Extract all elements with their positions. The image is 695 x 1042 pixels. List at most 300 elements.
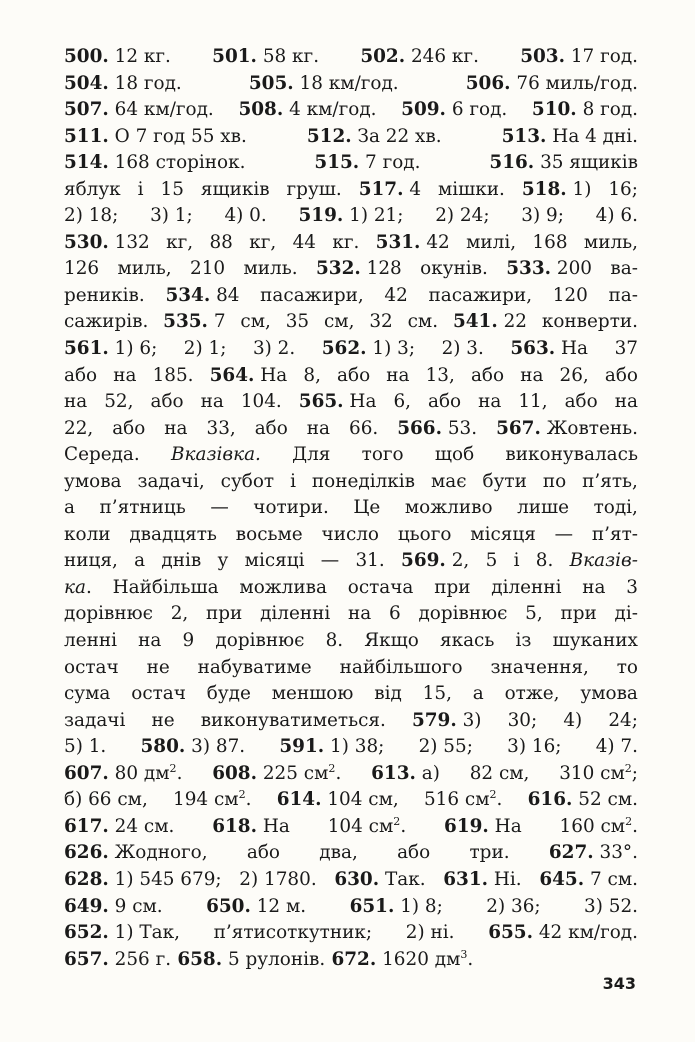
answer-text: отже, bbox=[504, 683, 560, 705]
answer-text: і bbox=[513, 550, 520, 572]
word-group bbox=[470, 761, 530, 788]
answer-text: 4 bbox=[403, 178, 422, 200]
answer-text: 7 год. bbox=[359, 152, 421, 174]
answer-text: місяці bbox=[244, 550, 305, 572]
answer-text: На bbox=[488, 815, 522, 837]
answer-text: на bbox=[478, 391, 502, 413]
exponent: 2 bbox=[393, 815, 401, 829]
hint-label: ка bbox=[64, 576, 86, 598]
answer-text: 76 миль/год. bbox=[510, 72, 638, 94]
problem-number: 535. bbox=[163, 311, 208, 333]
answer-text: задачі bbox=[64, 709, 126, 731]
answers-text-block bbox=[64, 44, 638, 973]
word-group bbox=[161, 548, 201, 575]
word-group bbox=[525, 601, 543, 628]
answer-line bbox=[64, 867, 638, 894]
answer-text: а) bbox=[415, 762, 440, 784]
answer-text: — bbox=[554, 523, 574, 545]
problem-number: 511. bbox=[64, 125, 109, 147]
problem-number: 509. bbox=[401, 99, 446, 121]
word-group bbox=[424, 787, 502, 816]
answer-text: 168 bbox=[532, 231, 568, 253]
answer-text: 132 bbox=[108, 231, 150, 253]
exponent: 2 bbox=[489, 788, 497, 802]
answer-line bbox=[64, 203, 638, 230]
answer-text: 42 км/год. bbox=[533, 922, 638, 944]
answer-text: 84 bbox=[210, 284, 240, 306]
word-group bbox=[521, 203, 564, 230]
answer-line bbox=[64, 548, 638, 575]
hint-label: Вказівка. bbox=[171, 444, 261, 466]
word-group bbox=[553, 283, 588, 310]
word-group bbox=[483, 469, 527, 496]
answer-text: 3) 16; bbox=[507, 736, 562, 758]
word-group bbox=[337, 363, 370, 390]
word-group bbox=[426, 363, 455, 390]
word-group bbox=[64, 150, 245, 177]
word-group bbox=[609, 283, 638, 310]
word-group bbox=[517, 495, 569, 522]
answer-text: 5 bbox=[485, 550, 498, 572]
word-group bbox=[440, 628, 494, 655]
word-group bbox=[64, 522, 111, 549]
answer-text: остач bbox=[131, 683, 186, 705]
answer-text: 33°. bbox=[593, 842, 638, 864]
word-group bbox=[201, 708, 386, 735]
word-group bbox=[316, 256, 402, 283]
word-group bbox=[444, 814, 522, 841]
word-group bbox=[64, 894, 163, 921]
word-group bbox=[553, 628, 638, 655]
word-group bbox=[397, 416, 477, 443]
word-group bbox=[64, 787, 148, 814]
answer-text: яблук bbox=[64, 178, 121, 200]
word-group bbox=[312, 469, 415, 496]
answer-text: 126 bbox=[64, 258, 100, 280]
word-group bbox=[236, 522, 303, 549]
answer-text: . bbox=[632, 815, 638, 837]
word-group bbox=[514, 548, 520, 575]
answer-text: 11, bbox=[518, 391, 548, 413]
answer-text: на bbox=[113, 364, 137, 386]
answer-text: На bbox=[254, 364, 288, 386]
answer-text: ва- bbox=[610, 258, 638, 280]
answer-text: 35 bbox=[285, 311, 310, 333]
answer-text: діленні bbox=[260, 603, 331, 625]
word-group bbox=[239, 575, 327, 602]
word-group bbox=[502, 124, 638, 151]
answer-text: миль, bbox=[117, 258, 172, 280]
answer-text: 194 см bbox=[173, 789, 239, 811]
answer-text: або bbox=[427, 391, 462, 413]
word-group bbox=[113, 575, 219, 602]
answer-text: 2) 1780. bbox=[239, 868, 317, 890]
problem-number: 517. bbox=[358, 178, 404, 200]
word-group bbox=[64, 309, 148, 336]
word-group bbox=[615, 601, 638, 628]
answer-text: 2) 55; bbox=[418, 736, 473, 758]
word-group bbox=[360, 44, 479, 71]
answer-text: 2, bbox=[170, 603, 189, 625]
answer-text: Середа. bbox=[64, 444, 140, 466]
answer-text: 9 bbox=[182, 630, 195, 652]
answer-text: 12 м. bbox=[250, 895, 307, 917]
answer-text: 256 г. bbox=[108, 948, 172, 970]
answer-text: За 22 хв. bbox=[351, 125, 442, 147]
word-group bbox=[64, 469, 122, 496]
problem-number: 504. bbox=[64, 72, 109, 94]
word-group bbox=[64, 761, 182, 790]
problem-number: 567. bbox=[496, 417, 541, 439]
word-group bbox=[165, 283, 239, 310]
answer-text: Жодного, bbox=[108, 842, 208, 864]
answer-text: На 4 дні. bbox=[546, 125, 638, 147]
answer-text: 7 bbox=[207, 311, 226, 333]
answer-text: б) 66 см, bbox=[64, 789, 148, 811]
word-group bbox=[206, 894, 306, 921]
answer-text: 104. bbox=[240, 391, 282, 413]
problem-number: 607. bbox=[64, 762, 109, 784]
answer-text: 24; bbox=[608, 709, 638, 731]
word-group bbox=[215, 628, 304, 655]
problem-number: 506. bbox=[465, 72, 511, 94]
answer-text: чотири. bbox=[253, 497, 329, 519]
answer-text: 88 bbox=[209, 231, 233, 253]
answer-line bbox=[64, 283, 638, 310]
word-group bbox=[563, 708, 582, 735]
answer-text: сажирів. bbox=[64, 311, 149, 333]
word-group bbox=[350, 894, 443, 921]
word-group bbox=[582, 575, 605, 602]
answer-text: лише bbox=[517, 497, 570, 519]
word-group bbox=[64, 548, 118, 575]
problem-number: 508. bbox=[238, 99, 284, 121]
answer-text: 3 bbox=[626, 576, 638, 598]
answer-text: 32 bbox=[369, 311, 393, 333]
problem-number: 533. bbox=[506, 258, 552, 280]
word-group bbox=[151, 708, 174, 735]
word-group bbox=[393, 389, 411, 416]
answer-text: груш. bbox=[286, 178, 342, 200]
word-group bbox=[401, 548, 469, 575]
answer-text: 15, bbox=[422, 683, 452, 705]
answer-text: значення, bbox=[490, 656, 589, 678]
word-group bbox=[64, 256, 99, 283]
problem-number: 651. bbox=[349, 895, 395, 917]
word-group bbox=[134, 548, 145, 575]
answer-text: умова bbox=[64, 470, 122, 492]
answer-text: 22 bbox=[497, 311, 527, 333]
word-group bbox=[131, 681, 186, 708]
word-group bbox=[348, 575, 414, 602]
answer-text: 1) 545 679; bbox=[108, 868, 222, 890]
word-group bbox=[224, 203, 266, 230]
answer-text: а bbox=[134, 550, 146, 572]
answer-text: 15 bbox=[160, 178, 184, 200]
word-group bbox=[431, 469, 467, 496]
answer-text: 2) 24; bbox=[435, 205, 490, 227]
problem-number: 657. bbox=[64, 948, 109, 970]
problem-number: 501. bbox=[212, 46, 257, 67]
word-group bbox=[596, 203, 638, 230]
word-group bbox=[64, 947, 171, 974]
answer-text: на bbox=[614, 391, 638, 413]
word-group bbox=[253, 495, 329, 522]
problem-number: 566. bbox=[397, 417, 443, 439]
word-group bbox=[505, 681, 560, 708]
answer-text: щоб bbox=[434, 444, 475, 466]
problem-number: 534. bbox=[165, 284, 211, 306]
word-group bbox=[239, 867, 316, 894]
answer-line bbox=[64, 336, 638, 363]
word-group bbox=[64, 44, 171, 71]
problem-number: 532. bbox=[316, 258, 361, 280]
answer-text: на bbox=[582, 576, 606, 598]
word-group bbox=[184, 336, 227, 363]
answer-text: 18 год. bbox=[108, 72, 182, 94]
problem-number: 627. bbox=[548, 842, 594, 864]
word-group bbox=[272, 681, 354, 708]
word-group bbox=[303, 363, 321, 390]
word-group bbox=[166, 230, 193, 257]
word-group bbox=[64, 203, 118, 230]
answer-text: із bbox=[515, 630, 532, 652]
problem-number: 519. bbox=[298, 205, 344, 227]
answer-text: 8. bbox=[535, 550, 554, 572]
answer-text: 16; bbox=[608, 178, 638, 200]
word-group bbox=[532, 97, 638, 124]
problem-number: 652. bbox=[64, 922, 109, 944]
problem-number: 515. bbox=[314, 152, 360, 174]
answer-text: мішки. bbox=[438, 178, 505, 200]
word-group bbox=[64, 734, 106, 761]
word-group bbox=[244, 256, 298, 283]
word-group bbox=[471, 363, 504, 390]
word-group bbox=[138, 177, 144, 204]
answer-line bbox=[64, 628, 638, 655]
problem-number: 530. bbox=[64, 231, 109, 253]
answer-text: субот bbox=[220, 470, 275, 492]
word-group bbox=[486, 548, 498, 575]
answer-text: 22, bbox=[64, 417, 94, 439]
answer-text: 104 см bbox=[327, 815, 394, 837]
word-group bbox=[486, 894, 540, 921]
word-group bbox=[150, 389, 183, 416]
word-group bbox=[183, 628, 195, 655]
answer-text: 5, bbox=[525, 603, 543, 625]
answer-text: 9 см. bbox=[108, 895, 163, 917]
word-group bbox=[209, 230, 232, 257]
word-group bbox=[419, 734, 473, 761]
answer-text: миль, bbox=[583, 231, 638, 253]
answer-text: 310 см bbox=[559, 762, 625, 784]
answer-text: Якщо bbox=[364, 630, 419, 652]
answer-text: 26, bbox=[559, 364, 589, 386]
answer-text: 225 см bbox=[257, 762, 329, 784]
answer-text: 2) 3. bbox=[441, 338, 484, 360]
word-group bbox=[255, 416, 288, 443]
word-group bbox=[164, 416, 187, 443]
answer-text: 66. bbox=[349, 417, 379, 439]
word-group bbox=[171, 442, 261, 469]
answer-text: ді- bbox=[614, 603, 638, 625]
word-group bbox=[397, 840, 430, 867]
answer-text: миль. bbox=[243, 258, 298, 280]
word-group bbox=[150, 203, 193, 230]
answer-text: кг. bbox=[332, 231, 360, 253]
answer-line bbox=[64, 389, 638, 416]
word-group bbox=[190, 256, 225, 283]
word-group bbox=[153, 363, 194, 390]
answer-text: пасажири, bbox=[428, 284, 533, 306]
answer-text: 2) 1; bbox=[183, 338, 227, 360]
word-group bbox=[507, 734, 561, 761]
word-group bbox=[299, 389, 377, 416]
answer-text: 12 кг. bbox=[108, 46, 171, 67]
problem-number: 608. bbox=[212, 762, 258, 784]
word-group bbox=[331, 947, 473, 976]
answer-line bbox=[64, 363, 638, 390]
problem-number: 579. bbox=[411, 709, 457, 731]
problem-number: 503. bbox=[520, 46, 566, 67]
problem-number: 655. bbox=[488, 922, 533, 944]
answer-text: на bbox=[306, 417, 331, 439]
answer-text: 2) ні. bbox=[405, 922, 455, 944]
word-group bbox=[348, 601, 371, 628]
answer-line bbox=[64, 495, 638, 522]
word-group bbox=[570, 548, 638, 575]
answer-text: 42 bbox=[420, 231, 450, 253]
answer-text: п’ятисоткутник; bbox=[213, 922, 373, 944]
problem-number: 512. bbox=[306, 125, 352, 147]
answer-text: 6 bbox=[388, 603, 401, 625]
word-group bbox=[470, 522, 536, 549]
problem-number: 591. bbox=[279, 736, 325, 758]
answer-text: . bbox=[467, 948, 474, 970]
answer-text: . bbox=[85, 576, 92, 598]
word-group bbox=[64, 177, 121, 204]
word-group bbox=[64, 71, 182, 98]
word-group bbox=[340, 655, 463, 682]
word-group bbox=[408, 309, 438, 336]
word-group bbox=[171, 601, 189, 628]
word-group bbox=[349, 416, 378, 443]
answer-text: 17 год. bbox=[565, 46, 638, 67]
answer-text: ящиків bbox=[200, 178, 270, 200]
answer-text: реників. bbox=[64, 284, 145, 306]
word-group bbox=[369, 309, 392, 336]
answer-text: сума bbox=[64, 683, 111, 705]
answer-text: На bbox=[555, 338, 589, 360]
problem-number: 650. bbox=[206, 895, 251, 917]
problem-number: 561. bbox=[64, 338, 109, 360]
answer-text: можливо bbox=[404, 497, 493, 519]
exponent: 2 bbox=[328, 761, 336, 775]
answer-text: або bbox=[112, 417, 146, 439]
answer-line bbox=[64, 920, 638, 947]
word-group bbox=[64, 283, 145, 310]
answer-text: 3) 9; bbox=[521, 205, 564, 227]
answer-text: або bbox=[254, 417, 288, 439]
answer-text: 37 bbox=[614, 338, 638, 360]
word-group bbox=[292, 442, 330, 469]
problem-number: 562. bbox=[321, 338, 367, 360]
answer-text: якась bbox=[440, 630, 495, 652]
hint-label: Вказів- bbox=[569, 550, 638, 572]
answer-text: см, bbox=[324, 311, 355, 333]
problem-number: 565. bbox=[298, 391, 344, 413]
word-group bbox=[207, 681, 251, 708]
word-group bbox=[466, 71, 638, 98]
problem-number: 564. bbox=[209, 364, 255, 386]
word-group bbox=[491, 575, 561, 602]
answer-text: милі, bbox=[466, 231, 517, 253]
word-group bbox=[206, 601, 242, 628]
word-group bbox=[364, 628, 419, 655]
word-group bbox=[420, 256, 488, 283]
answer-text: дорівнює bbox=[215, 630, 305, 652]
word-group bbox=[138, 628, 161, 655]
answer-text: 52 см. bbox=[572, 789, 638, 811]
problem-number: 617. bbox=[64, 815, 109, 837]
word-group bbox=[386, 363, 409, 390]
answer-line bbox=[64, 97, 638, 124]
answer-text: і bbox=[137, 178, 144, 200]
answer-line bbox=[64, 708, 638, 735]
word-group bbox=[113, 363, 136, 390]
answer-line bbox=[64, 230, 638, 257]
answer-text: 210 bbox=[190, 258, 226, 280]
problem-number: 563. bbox=[510, 338, 556, 360]
answer-text: умова bbox=[580, 683, 638, 705]
answer-text: 31. bbox=[355, 550, 385, 572]
answer-text: восьме bbox=[235, 523, 303, 545]
answer-text: від bbox=[374, 683, 402, 705]
answer-text: ниця, bbox=[64, 550, 118, 572]
word-group bbox=[207, 416, 236, 443]
answer-text: пасажири, bbox=[260, 284, 364, 306]
word-group bbox=[129, 522, 217, 549]
answer-text: О 7 год 55 хв. bbox=[108, 125, 247, 147]
word-group bbox=[260, 601, 330, 628]
word-group bbox=[64, 814, 174, 841]
answer-text: того bbox=[361, 444, 404, 466]
word-group bbox=[353, 495, 380, 522]
problem-number: 514. bbox=[64, 152, 109, 174]
answer-text: 1620 дм bbox=[376, 948, 461, 970]
exponent: 2 bbox=[624, 761, 632, 775]
answer-line bbox=[64, 894, 638, 921]
word-group bbox=[286, 309, 309, 336]
word-group bbox=[549, 840, 638, 867]
word-group bbox=[429, 283, 533, 310]
word-group bbox=[163, 309, 225, 336]
answer-line bbox=[64, 309, 638, 336]
word-group bbox=[104, 389, 133, 416]
answer-text: 5 рулонів. bbox=[222, 948, 326, 970]
word-group bbox=[322, 336, 415, 363]
word-group bbox=[319, 840, 358, 867]
word-group bbox=[64, 575, 92, 602]
exponent: 2 bbox=[625, 815, 633, 829]
word-group bbox=[560, 814, 638, 843]
word-group bbox=[608, 708, 638, 735]
page-number: 343 bbox=[602, 974, 636, 993]
answer-text: задачі, bbox=[137, 470, 205, 492]
word-group bbox=[423, 681, 452, 708]
answer-text: то bbox=[616, 656, 638, 678]
answer-text: 200 bbox=[551, 258, 593, 280]
